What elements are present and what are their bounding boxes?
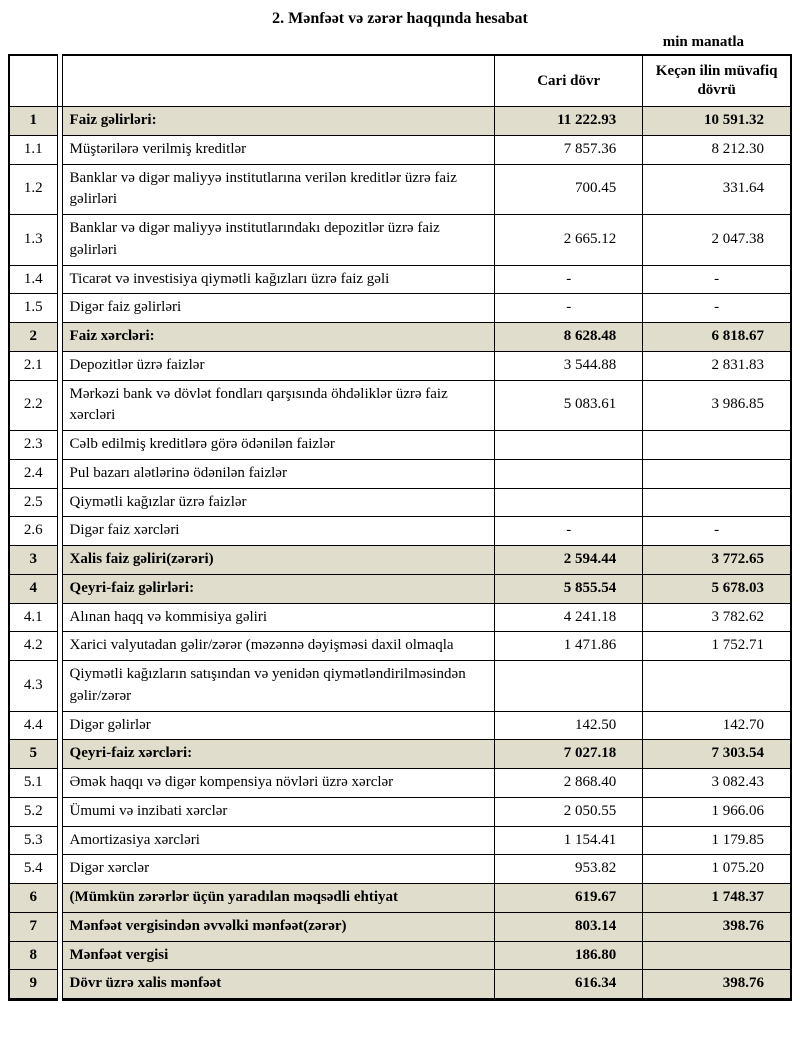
row-number: 7: [9, 912, 57, 941]
current-period-value: 616.34: [495, 970, 643, 1000]
previous-period-value: 1 966.06: [643, 797, 791, 826]
row-number: 5.2: [9, 797, 57, 826]
row-number: 1.5: [9, 294, 57, 323]
previous-period-value: -: [643, 294, 791, 323]
table-row: [9, 769, 791, 798]
profit-loss-table: [8, 54, 792, 1001]
row-number: 1.3: [9, 215, 57, 266]
row-label: Mənfəət vergisi: [62, 941, 495, 970]
previous-period-value: 331.64: [643, 164, 791, 215]
previous-period-value: 1 752.71: [643, 632, 791, 661]
report-table-body: [9, 107, 791, 1000]
header-row: [9, 55, 791, 107]
row-label: Faiz xərcləri:: [62, 323, 495, 352]
row-label: Digər xərclər: [62, 855, 495, 884]
current-period-value: 7 027.18: [495, 740, 643, 769]
previous-period-value: 3 772.65: [643, 546, 791, 575]
table-row: [9, 459, 791, 488]
row-label: Pul bazarı alətlərinə ödənilən faizlər: [62, 459, 495, 488]
row-number: 5.4: [9, 855, 57, 884]
previous-period-value: 10 591.32: [643, 107, 791, 136]
header-description: [62, 55, 495, 107]
current-period-value: 8 628.48: [495, 323, 643, 352]
row-number: 4.3: [9, 661, 57, 712]
table-row: [9, 797, 791, 826]
row-number: 4.1: [9, 603, 57, 632]
row-number: 3: [9, 546, 57, 575]
current-period-value: 2 050.55: [495, 797, 643, 826]
current-period-value: [495, 459, 643, 488]
current-period-value: 11 222.93: [495, 107, 643, 136]
table-row: [9, 135, 791, 164]
table-row: [9, 970, 791, 1000]
table-row: [9, 711, 791, 740]
unit-note: min manatla: [662, 34, 744, 50]
row-number: 1.4: [9, 265, 57, 294]
row-label: Müştərilərə verilmiş kreditlər: [62, 135, 495, 164]
row-number: 1.1: [9, 135, 57, 164]
row-number: 2.4: [9, 459, 57, 488]
current-period-value: 3 544.88: [495, 351, 643, 380]
header-current-period: Cari dövr: [495, 55, 643, 107]
row-number: 9: [9, 970, 57, 1000]
table-row: [9, 351, 791, 380]
current-period-value: 5 855.54: [495, 574, 643, 603]
row-label: Qeyri-faiz xərcləri:: [62, 740, 495, 769]
table-row: [9, 517, 791, 546]
current-period-value: [495, 661, 643, 712]
row-label: Cəlb edilmiş kreditlərə görə ödənilən faizlər: [62, 431, 495, 460]
previous-period-value: 142.70: [643, 711, 791, 740]
row-label: Xalis faiz gəliri(zərəri): [62, 546, 495, 575]
previous-period-value: [643, 431, 791, 460]
table-row: [9, 107, 791, 136]
current-period-value: 7 857.36: [495, 135, 643, 164]
row-number: 5: [9, 740, 57, 769]
table-row: [9, 603, 791, 632]
table-row: [9, 164, 791, 215]
current-period-value: 142.50: [495, 711, 643, 740]
header-previous-period: Keçən ilin müvafiq dövrü: [643, 55, 791, 107]
current-period-value: 2 665.12: [495, 215, 643, 266]
row-number: 4.4: [9, 711, 57, 740]
current-period-value: 186.80: [495, 941, 643, 970]
row-label: Xarici valyutadan gəlir/zərər (məzənnə dəyişməsi daxil olmaqla: [62, 632, 495, 661]
row-label: Amortizasiya xərcləri: [62, 826, 495, 855]
row-number: 6: [9, 884, 57, 913]
current-period-value: 953.82: [495, 855, 643, 884]
current-period-value: -: [495, 294, 643, 323]
previous-period-value: 7 303.54: [643, 740, 791, 769]
current-period-value: [495, 431, 643, 460]
row-label: Faiz gəlirləri:: [62, 107, 495, 136]
table-row: [9, 632, 791, 661]
row-label: Banklar və digər maliyyə institutlarına verilən kreditlər üzrə faiz gəlirləri: [62, 164, 495, 215]
row-number: 2.1: [9, 351, 57, 380]
previous-period-value: 398.76: [643, 912, 791, 941]
row-label: Digər faiz xərcləri: [62, 517, 495, 546]
row-number: 1: [9, 107, 57, 136]
table-row: [9, 265, 791, 294]
row-number: 5.1: [9, 769, 57, 798]
current-period-value: [495, 488, 643, 517]
table-row: [9, 431, 791, 460]
row-number: 4: [9, 574, 57, 603]
current-period-value: 700.45: [495, 164, 643, 215]
previous-period-value: -: [643, 517, 791, 546]
previous-period-value: [643, 459, 791, 488]
current-period-value: -: [495, 265, 643, 294]
table-row: [9, 912, 791, 941]
row-number: 4.2: [9, 632, 57, 661]
previous-period-value: 5 678.03: [643, 574, 791, 603]
row-number: 2.6: [9, 517, 57, 546]
row-number: 8: [9, 941, 57, 970]
current-period-value: -: [495, 517, 643, 546]
previous-period-value: 2 831.83: [643, 351, 791, 380]
current-period-value: 619.67: [495, 884, 643, 913]
table-row: [9, 740, 791, 769]
row-label: Digər faiz gəlirləri: [62, 294, 495, 323]
row-label: Mərkəzi bank və dövlət fondları qarşısında öhdəliklər üzrə faiz xərcləri: [62, 380, 495, 431]
row-number: 5.3: [9, 826, 57, 855]
row-number: 1.2: [9, 164, 57, 215]
table-row: [9, 884, 791, 913]
table-row: [9, 215, 791, 266]
row-label: Əmək haqqı və digər kompensiya növləri üzrə xərclər: [62, 769, 495, 798]
previous-period-value: 3 782.62: [643, 603, 791, 632]
table-row: [9, 488, 791, 517]
current-period-value: 1 471.86: [495, 632, 643, 661]
row-label: Depozitlər üzrə faizlər: [62, 351, 495, 380]
current-period-value: 4 241.18: [495, 603, 643, 632]
row-number: 2.5: [9, 488, 57, 517]
row-label: Mənfəət vergisindən əvvəlki mənfəət(zərər): [62, 912, 495, 941]
table-row: [9, 323, 791, 352]
table-row: [9, 574, 791, 603]
row-label: Ticarət və investisiya qiymətli kağızları üzrə faiz gəli: [62, 265, 495, 294]
row-label: Qiymətli kağızlar üzrə faizlər: [62, 488, 495, 517]
page-title: 2. Mənfəət və zərər haqqında hesabat: [272, 10, 528, 27]
row-label: Qeyri-faiz gəlirləri:: [62, 574, 495, 603]
previous-period-value: 8 212.30: [643, 135, 791, 164]
row-number: 2: [9, 323, 57, 352]
table-header: [9, 55, 791, 107]
table-row: [9, 380, 791, 431]
previous-period-value: 3 986.85: [643, 380, 791, 431]
current-period-value: 803.14: [495, 912, 643, 941]
row-number: 2.3: [9, 431, 57, 460]
previous-period-value: 2 047.38: [643, 215, 791, 266]
previous-period-value: 1 075.20: [643, 855, 791, 884]
table-row: [9, 546, 791, 575]
row-label: (Mümkün zərərlər üçün yaradılan məqsədli ehtiyat: [62, 884, 495, 913]
table-row: [9, 294, 791, 323]
current-period-value: 5 083.61: [495, 380, 643, 431]
row-label: Banklar və digər maliyyə institutlarındakı depozitlər üzrə faiz gəlirləri: [62, 215, 495, 266]
row-label: Qiymətli kağızların satışından və yenidən qiymətləndirilməsindən gəlir/zərər: [62, 661, 495, 712]
current-period-value: 2 868.40: [495, 769, 643, 798]
current-period-value: 2 594.44: [495, 546, 643, 575]
previous-period-value: [643, 661, 791, 712]
table-row: [9, 826, 791, 855]
previous-period-value: 398.76: [643, 970, 791, 1000]
previous-period-value: [643, 941, 791, 970]
previous-period-value: 3 082.43: [643, 769, 791, 798]
header-row-number: [9, 55, 57, 107]
row-label: Dövr üzrə xalis mənfəət: [62, 970, 495, 1000]
previous-period-value: 6 818.67: [643, 323, 791, 352]
table-row: [9, 855, 791, 884]
row-label: Digər gəlirlər: [62, 711, 495, 740]
current-period-value: 1 154.41: [495, 826, 643, 855]
previous-period-value: 1 748.37: [643, 884, 791, 913]
previous-period-value: [643, 488, 791, 517]
row-label: Alınan haqq və kommisiya gəliri: [62, 603, 495, 632]
previous-period-value: -: [643, 265, 791, 294]
table-row: [9, 661, 791, 712]
table-row: [9, 941, 791, 970]
row-number: 2.2: [9, 380, 57, 431]
row-label: Ümumi və inzibati xərclər: [62, 797, 495, 826]
previous-period-value: 1 179.85: [643, 826, 791, 855]
